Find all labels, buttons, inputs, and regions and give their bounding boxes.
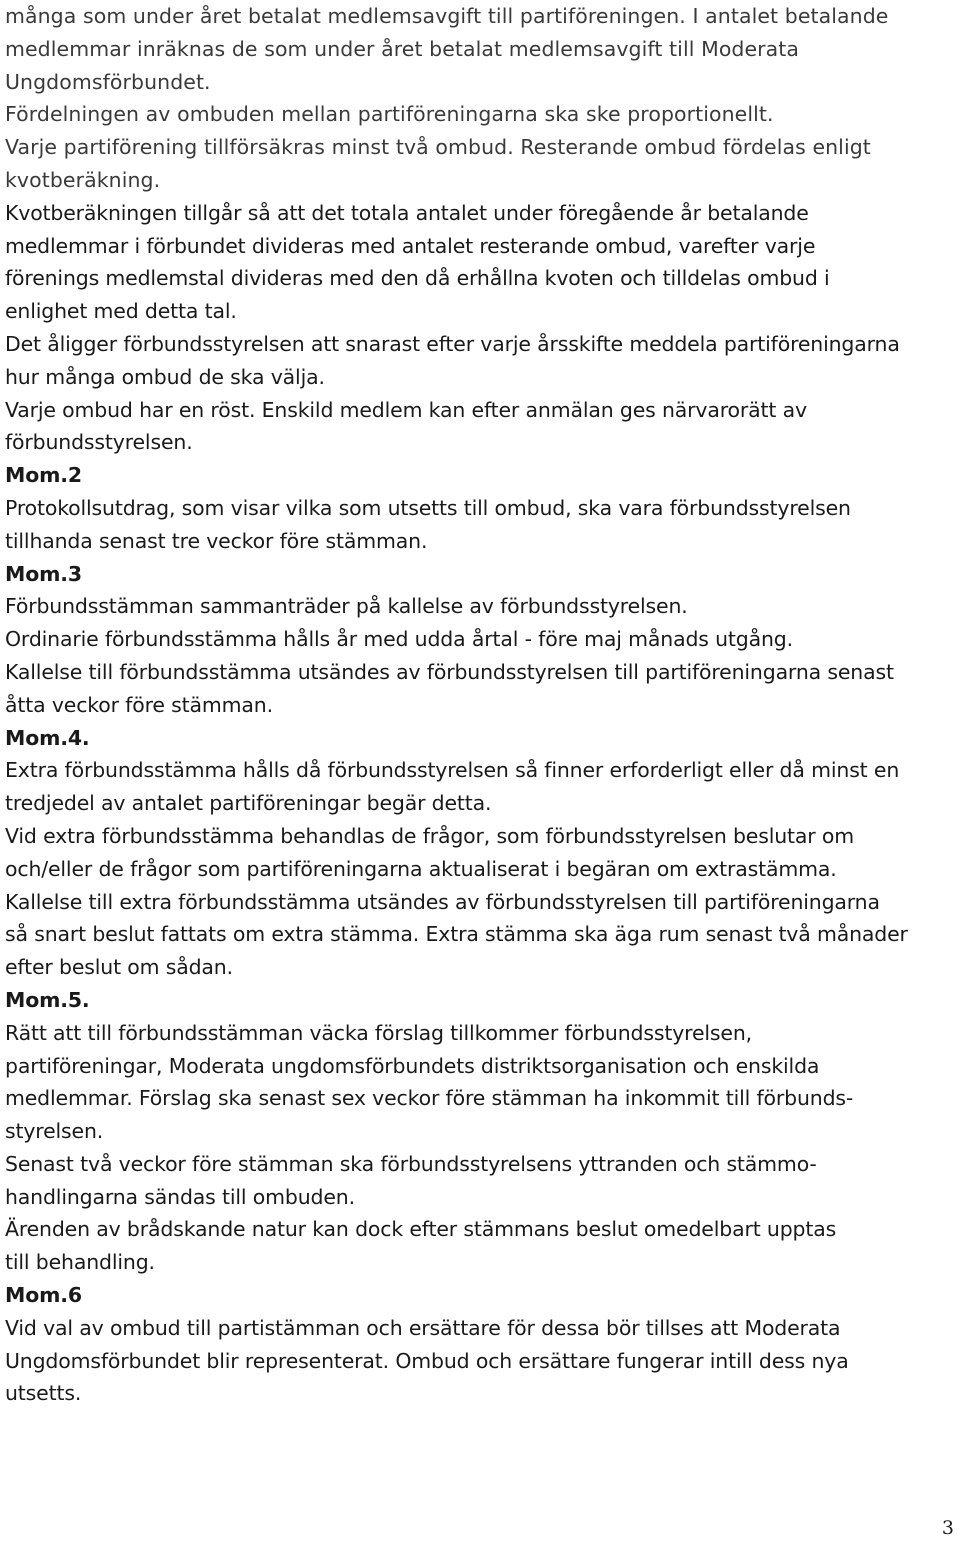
- text-line: till behandling.: [5, 1250, 155, 1275]
- text-line: Ungdomsförbundet blir representerat. Ombud och ersättare fungerar intill dess nya: [5, 1348, 849, 1373]
- text-line: Protokollsutdrag, som visar vilka som utsetts till ombud, ska vara förbundsstyrelsen: [5, 495, 851, 520]
- text-line: tillhanda senast tre veckor före stämman.: [5, 528, 428, 553]
- text-line: Det åligger förbundsstyrelsen att snarast efter varje årsskifte meddela partiföreningarna: [5, 331, 900, 356]
- text-line: och/eller de frågor som partiföreningarna aktualiserat i begäran om extrastämma.: [5, 856, 837, 881]
- text-line: handlingarna sändas till ombuden.: [5, 1184, 355, 1209]
- text-line: medlemmar i förbundet divideras med antalet resterande ombud, varefter varje: [5, 233, 816, 258]
- text-line: förenings medlemstal divideras med den då erhållna kvoten och tilldelas ombud i: [5, 266, 830, 291]
- text-line: enlighet med detta tal.: [5, 299, 237, 324]
- text-line: Varje partiförening tillförsäkras minst två ombud. Resterande ombud fördelas enligt: [5, 135, 871, 160]
- text-line: utsetts.: [5, 1381, 82, 1406]
- document-body: [5, 0, 955, 1410]
- text-line: så snart beslut fattats om extra stämma. Extra stämma ska äga rum senast två månader: [5, 922, 908, 947]
- text-line: Ungdomsförbundet.: [5, 69, 211, 94]
- text-line: Varje ombud har en röst. Enskild medlem kan efter anmälan ges närvarorätt av: [5, 397, 807, 422]
- text-line: Vid extra förbundsstämma behandlas de frågor, som förbundsstyrelsen beslutar om: [5, 823, 854, 848]
- text-line: partiföreningar, Moderata ungdomsförbundets distriktsorganisation och enskilda: [5, 1053, 820, 1078]
- section-heading: Mom.2: [5, 463, 82, 488]
- section-heading: Mom.6: [5, 1283, 82, 1308]
- section-heading: Mom.5.: [5, 987, 90, 1012]
- text-line: Kallelse till förbundsstämma utsändes av förbundsstyrelsen till partiföreningarna senast: [5, 659, 894, 684]
- text-line: Kallelse till extra förbundsstämma utsändes av förbundsstyrelsen till partiföreningarna: [5, 889, 880, 914]
- text-line: hur många ombud de ska välja.: [5, 364, 325, 389]
- text-line: Rätt att till förbundsstämman väcka förslag tillkommer förbundsstyrelsen,: [5, 1020, 752, 1045]
- text-line: medlemmar inräknas de som under året betalat medlemsavgift till Moderata: [5, 36, 800, 61]
- text-line: styrelsen.: [5, 1119, 104, 1144]
- section-heading: Mom.3: [5, 561, 82, 586]
- text-line: tredjedel av antalet partiföreningar begär detta.: [5, 791, 492, 816]
- text-line: Ordinarie förbundsstämma hålls år med udda årtal - före maj månads utgång.: [5, 627, 793, 652]
- text-line: Senast två veckor före stämman ska förbundsstyrelsens yttranden och stämmo-: [5, 1151, 817, 1176]
- text-line: Ärenden av brådskande natur kan dock efter stämmans beslut omedelbart upptas: [5, 1217, 837, 1242]
- text-line: efter beslut om sådan.: [5, 955, 233, 980]
- section-heading: Mom.4.: [5, 725, 90, 750]
- text-line: Fördelningen av ombuden mellan partiföreningarna ska ske proportionellt.: [5, 102, 774, 127]
- text-line: Kvotberäkningen tillgår så att det totala antalet under föregående år betalande: [5, 200, 809, 225]
- text-line: förbundsstyrelsen.: [5, 430, 193, 455]
- text-line: många som under året betalat medlemsavgift till partiföreningen. I antalet betalande: [5, 4, 889, 28]
- text-line: kvotberäkning.: [5, 167, 161, 192]
- text-line: medlemmar. Förslag ska senast sex veckor före stämman ha inkommit till förbunds-: [5, 1086, 854, 1111]
- page-number: 3: [941, 1517, 954, 1539]
- text-line: Förbundsstämman sammanträder på kallelse av förbundsstyrelsen.: [5, 594, 688, 619]
- text-line: åtta veckor före stämman.: [5, 692, 273, 717]
- text-line: Extra förbundsstämma hålls då förbundsstyrelsen så finner erforderligt eller då minst en: [5, 758, 900, 783]
- text-line: Vid val av ombud till partistämman och ersättare för dessa bör tillses att Moderata: [5, 1315, 841, 1340]
